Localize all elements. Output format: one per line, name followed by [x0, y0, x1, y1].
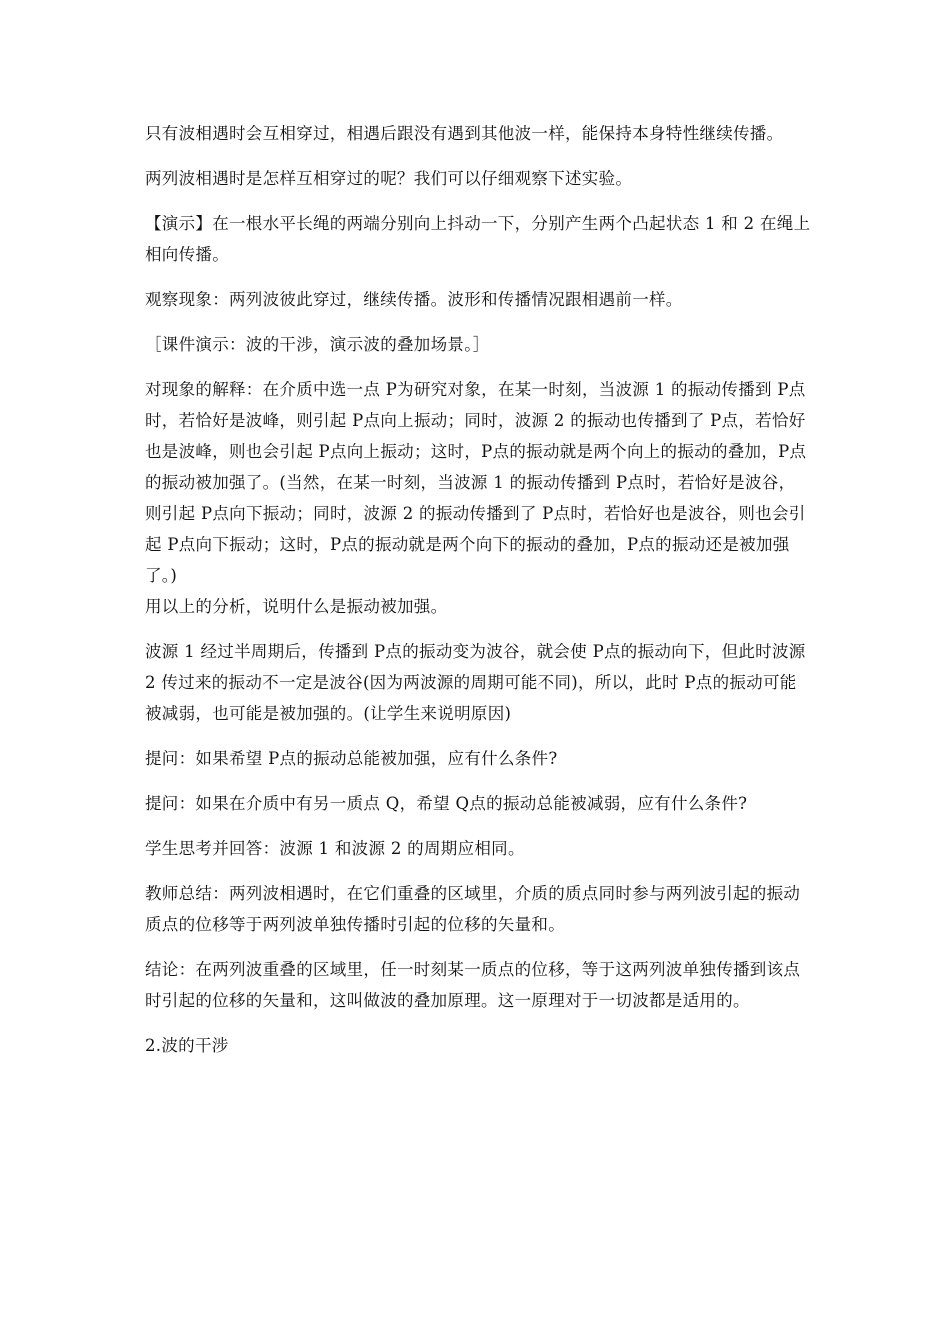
paragraph-courseware-demo: ［课件演示：波的干涉，演示波的叠加场景。］: [145, 335, 490, 354]
paragraph-observation: 观察现象：两列波彼此穿过，继续传播。波形和传播情况跟相遇前一样。: [145, 290, 683, 309]
paragraph-analysis-prompt: 用以上的分析，说明什么是振动被加强。: [145, 597, 448, 616]
paragraph-question-how-pass: 两列波相遇时是怎样互相穿过的呢？我们可以仔细观察下述实验。: [145, 169, 633, 188]
document-body: [145, 118, 811, 1075]
paragraph-half-period: 波源 1 经过半周期后，传播到 P点的振动变为波谷，就会使 P点的振动向下，但此时波源 2 传过来的振动不一定是波谷(因为两波源的周期可能不同)，所以，此时 P点的振动可能被减弱，也可能是被加强的。(让学生来说明原因): [145, 642, 806, 723]
paragraph-demonstration: 【演示】在一根水平长绳的两端分别向上抖动一下，分别产生两个凸起状态 1 和 2 在绳上相向传播。: [145, 214, 811, 264]
section-heading-interference: 2.波的干涉: [145, 1036, 229, 1055]
paragraph-student-answer: 学生思考并回答：波源 1 和波源 2 的周期应相同。: [145, 839, 525, 858]
paragraph-conclusion: 结论：在两列波重叠的区域里，任一时刻某一质点的位移，等于这两列波单独传播到该点时引起的位移的矢量和，这叫做波的叠加原理。这一原理对于一切波都是适用的。: [145, 960, 801, 1010]
paragraph-waves-pass-through: 只有波相遇时会互相穿过，相遇后跟没有遇到其他波一样，能保持本身特性继续传播。: [145, 124, 784, 143]
paragraph-explanation: 对现象的解释：在介质中选一点 P为研究对象，在某一时刻，当波源 1 的振动传播到 P点时，若恰好是波峰，则引起 P点向上振动；同时，波源 2 的振动也传播到了 P点，若恰好也是波峰，则也会引起 P点向上振动；这时，P点的振动就是两个向上的振动的叠加，P点的振动被加强了。(当然，在某一时刻，当波源 1 的振动传播到 P点时，若恰好是波谷，则引起 P点向下振动；同时，波源 2 的振动传播到了 P点时，若恰好也是波谷，则也会引起 P点向下振动；这时，P点的振动就是两个向下的振动的叠加，P点的振动还是被加强了。): [145, 380, 807, 585]
paragraph-question-p-strengthen: 提问：如果希望 P点的振动总能被加强，应有什么条件?: [145, 749, 558, 768]
paragraph-question-q-weaken: 提问：如果在介质中有另一质点 Q，希望 Q点的振动总能被减弱，应有什么条件?: [145, 794, 748, 813]
paragraph-teacher-summary: 教师总结：两列波相遇时，在它们重叠的区域里，介质的质点同时参与两列波引起的振动质点的位移等于两列波单独传播时引起的位移的矢量和。: [145, 884, 801, 934]
